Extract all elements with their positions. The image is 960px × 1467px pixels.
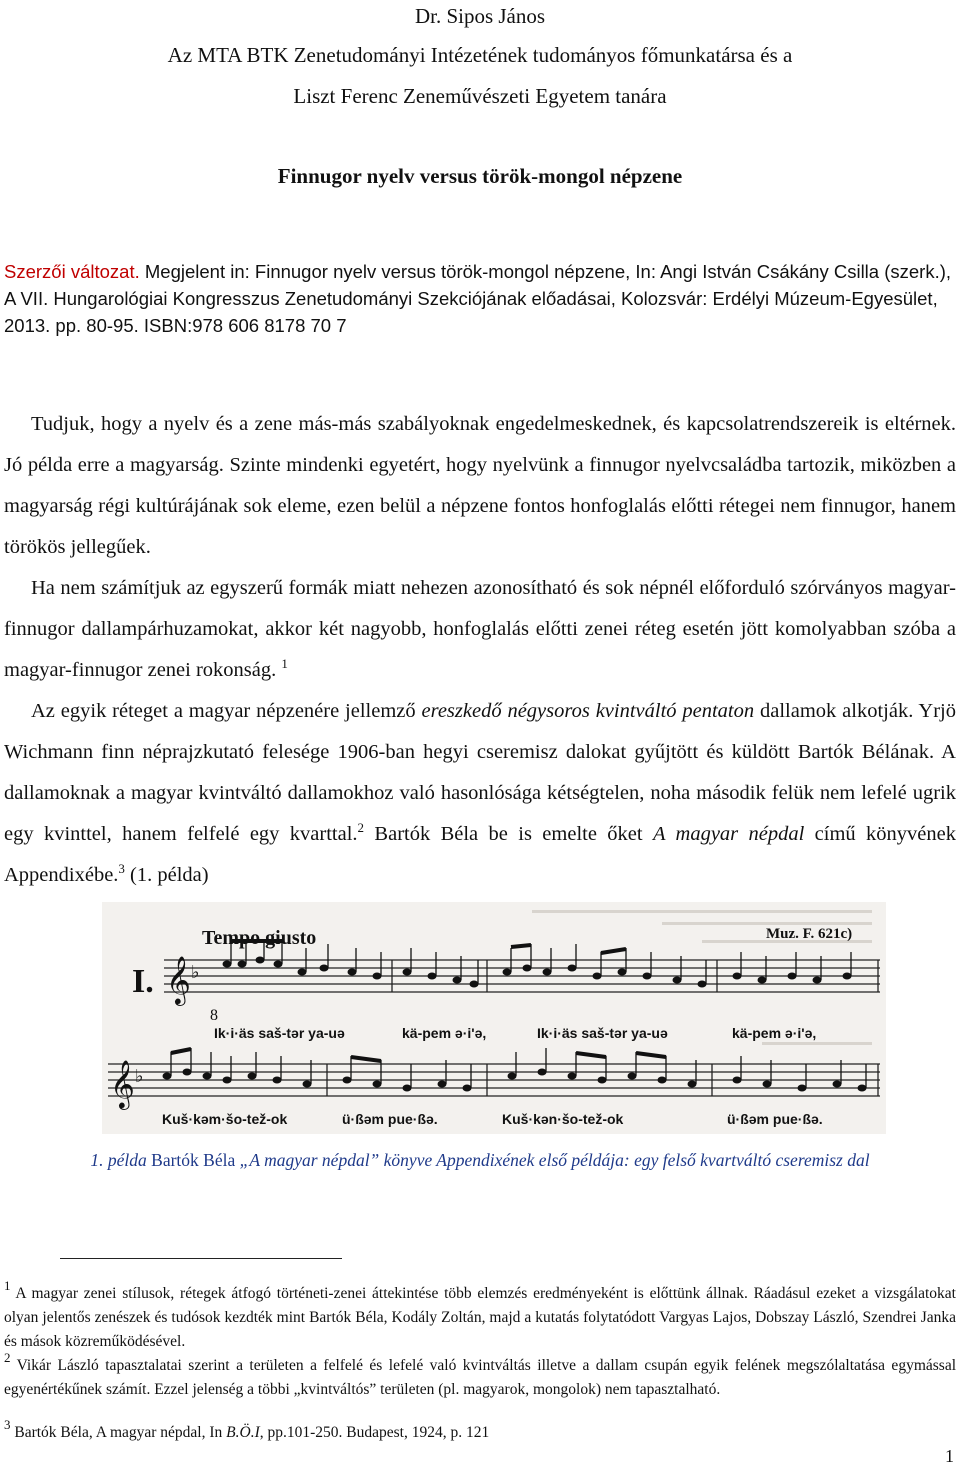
footnote-2-number: 2	[4, 1350, 11, 1365]
collection-reference: Muz. F. 621c)	[766, 926, 853, 942]
author-version-label: Szerzői változat.	[4, 261, 140, 282]
treble-clef-icon-2: 𝄞	[110, 1059, 135, 1108]
lyrics-line-1c: Ik·i·äs saš-tər ya-uə	[537, 1025, 668, 1041]
lyrics-line-2a: Kuš·kəm·šo-tež-ok	[162, 1111, 288, 1127]
staff-1-stems	[231, 940, 851, 984]
footnote-separator	[60, 1258, 342, 1259]
lyrics-line-1d: kä-pem ə·i'ə,	[732, 1025, 817, 1041]
lyrics-line-2b: ü·ßəm pue·ßə.	[342, 1111, 438, 1127]
page-number: 1	[945, 1446, 954, 1466]
music-score-figure	[102, 902, 886, 1134]
lyrics-line-1a: Ik·i·äs saš-tər ya-uə	[214, 1025, 345, 1041]
footnote-1: $^1$ A magyar zenei stílusok, rétegek átfogó történeti-zenei áttekintése több elemzés eredményeként is előttünk állnak. Ráadásul ezeket a vizsgálatokat olyan jelentős zenészek és tudósok kezdték mint Bartók Béla, Kodály Zoltán, majd a kutatás folytatódott Vargyas Lajos, Dobszay László, Szendrei Janka és mások közreműködésével.	[4, 1278, 956, 1350]
publication-info	[4, 258, 956, 339]
staff-2-beams	[171, 1049, 666, 1061]
paragraph-1: Tudjuk, hogy a nyelv és a zene más-más szabályoknak engedelmeskednek, és kapcsolatrendszereik is eltérnek. Jó példa erre a magyarság. Szinte mindenki egyetért, hogy nyelvünk a finnugor nyelvcsaládba tartozik, miközben a magyarság régi kultúrájának sok eleme, ezen belül a népzene fontos honfoglalás előtti rétegei nem finnugor, hanem törökös jellegűek.	[4, 413, 956, 558]
figure-caption: 1. példa Bartók Béla „A magyar népdal” könyve Appendixének első példája: egy felső kvartváltó cseremisz dal	[90, 1150, 870, 1170]
flat-icon-2: ♭	[135, 1066, 144, 1087]
publication-citation: Megjelent in: Finnugor nyelv versus török-mongol népzene, In: Angi István Csákány Csilla (szerk.), A VII. Hungarológiai Kongresszus Zenetudományi Szekciójának előadásai, Kolozsvár: Erdélyi Múzeum-Egyesület, 2013. pp. 80-95. ISBN:978 606 8178 70 7	[4, 261, 952, 336]
footnote-3: $^3$ Bartók Béla, A magyar népdal, In B.Ö.I, pp.101-250. Budapest, 1924, p. 121	[4, 1417, 490, 1441]
octave-mark: 8	[210, 1007, 218, 1024]
affiliation-line-1: Az MTA BTK Zenetudományi Intézetének tudományos főmunkatársa és a	[167, 43, 793, 67]
treble-clef-icon: 𝄞	[166, 955, 191, 1004]
affiliation-line-2: Liszt Ferenc Zeneművészeti Egyetem tanára	[293, 84, 667, 108]
paragraph-2: Ha nem számítjuk az egyszerű formák miatt nehezen azonosítható és sok népnél előforduló szórványos magyar-finnugor dallampárhuzamokat, akkor két nagyobb, honfoglalás előtti zenei réteg esetén jött komolyabban szóba a magyar-finnugor zenei rokonság. $^1$	[4, 577, 956, 681]
footnote-2: $^2$ Vikár László tapasztalatai szerint a területen a felfelé és lefelé való kvintváltás illetve a dallam csupán egyik felének megszólaltatása egymással egyenértékűnek számít. Ezzel jelenség a többi „kvintváltós” területen (pl. magyarok, mongolok) nem tapasztalható.	[4, 1350, 956, 1398]
author-name: Dr. Sipos János	[414, 4, 546, 28]
footnote-ref-1[interactable]: 1	[281, 656, 288, 671]
flat-icon: ♭	[191, 962, 200, 983]
emphasis-melody-type: ereszkedő négysoros kvintváltó pentaton	[421, 700, 755, 722]
footnote-ref-2[interactable]: 2	[357, 820, 365, 835]
example-numeral: I.	[132, 963, 154, 1000]
footnote-3-number: 3	[4, 1417, 11, 1432]
lyrics-line-1b: kä-pem ə·i'ə,	[402, 1025, 487, 1041]
article-title: Finnugor nyelv versus török-mongol népzene	[277, 164, 683, 188]
body-text	[4, 404, 956, 896]
tempo-marking: Tempo giusto	[202, 927, 317, 949]
paragraph-3: Az egyik réteget a magyar népzenére jellemző ereszkedő négysoros kvintváltó pentaton dallamok alkotják. Yrjö Wichmann finn néprajzkutató felesége 1906-ban hegyi cseremisz dalokat gyűjtött és küldött Bartók Bélának. A dallamoknak a magyar kvintváltó dallamokhoz való hasonlósága kétségtelen, noha második felük nem lefelé ugrik egy kvinttel, hanem felfelé egy kvarttal.$^2$ Bartók Béla be is emelte őket A magyar népdal című könyvének Appendixébe.$^3$ (1. példa)	[4, 700, 957, 886]
staff-1	[164, 960, 880, 992]
lyrics-line-2c: Kuš·kən·šo-tež-ok	[502, 1111, 624, 1127]
book-title: A magyar népdal	[652, 823, 805, 845]
lyrics-line-2d: ü·ßəm pue·ßə.	[727, 1111, 823, 1127]
footnote-1-number: 1	[4, 1278, 11, 1293]
footnote-ref-3[interactable]: 3	[118, 861, 125, 876]
music-score-svg	[102, 902, 886, 1134]
staff-1-notes	[223, 957, 852, 988]
